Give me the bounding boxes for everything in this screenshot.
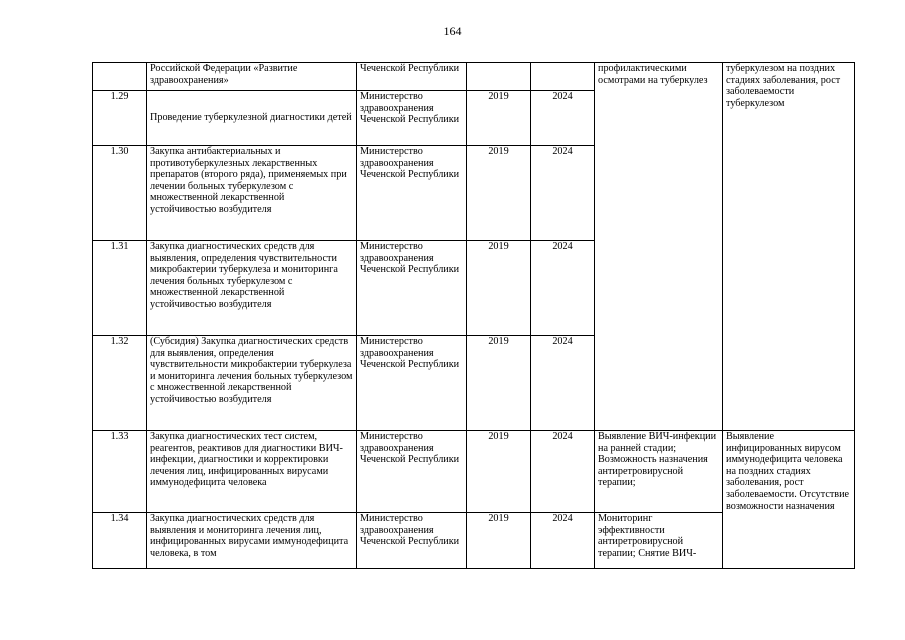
row-number: 1.30 bbox=[93, 146, 147, 241]
end-year: 2024 bbox=[531, 241, 595, 336]
end-year: 2024 bbox=[531, 91, 595, 146]
row-number bbox=[93, 63, 147, 91]
consequence-hiv: Выявление инфицированных вирусом иммунодефицита человека на поздних стадиях заболевания, рост заболеваемости. Отсутствие возможности назначения bbox=[723, 431, 855, 569]
measure-name: Закупка диагностических тест систем, реагентов, реактивов для диагностики ВИЧ-инфекции, диагностики и корректировки лечения лиц, инфицированных вирусами иммунодефицита человека bbox=[147, 431, 357, 513]
responsible-executor: Министерство здравоохранения Чеченской Республики bbox=[357, 91, 467, 146]
table-row bbox=[93, 63, 855, 91]
start-year: 2019 bbox=[467, 336, 531, 431]
expected-result-tb: профилактическими осмотрами на туберкулез bbox=[595, 63, 723, 431]
end-year: 2024 bbox=[531, 146, 595, 241]
start-year bbox=[467, 63, 531, 91]
responsible-executor: Чеченской Республики bbox=[357, 63, 467, 91]
start-year: 2019 bbox=[467, 513, 531, 569]
end-year: 2024 bbox=[531, 336, 595, 431]
row-number: 1.32 bbox=[93, 336, 147, 431]
row-number: 1.33 bbox=[93, 431, 147, 513]
measure-name: Закупка диагностических средств для выявления, определения чувствительности микробактерии туберкулеза и мониторинга лечения больных туберкулезом с множественной лекарственной устойчивостью возбудителя bbox=[147, 241, 357, 336]
page-number: 164 bbox=[443, 24, 462, 38]
measure-name: (Субсидия) Закупка диагностических средств для выявления, определения чувствительности микробактерии туберкулеза и мониторинга лечения больных туберкулезом с множественной лекарственной устойчивостью возбудителя bbox=[147, 336, 357, 431]
measure-name: Закупка диагностических средств для выявления и мониторинга лечения лиц, инфицированных вирусами иммунодефицита человека, в том bbox=[147, 513, 357, 569]
row-number: 1.34 bbox=[93, 513, 147, 569]
start-year: 2019 bbox=[467, 146, 531, 241]
table-row bbox=[93, 431, 855, 513]
measure-name: Закупка антибактериальных и противотуберкулезных лекарственных препаратов (второго ряда), применяемых при лечении больных туберкулезом с множественной лекарственной устойчивостью возбудителя bbox=[147, 146, 357, 241]
start-year: 2019 bbox=[467, 431, 531, 513]
measure-name: Российской Федерации «Развитие здравоохранения» bbox=[147, 63, 357, 91]
measure-name: Проведение туберкулезной диагностики детей bbox=[147, 91, 357, 146]
consequence-tb: туберкулезом на поздних стадиях заболевания, рост заболеваемости туберкулезом bbox=[723, 63, 855, 431]
end-year: 2024 bbox=[531, 513, 595, 569]
responsible-executor: Министерство здравоохранения Чеченской Республики bbox=[357, 513, 467, 569]
end-year bbox=[531, 63, 595, 91]
expected-result-hiv-monitoring: Мониторинг эффективности антиретровирусной терапии; Снятие ВИЧ- bbox=[595, 513, 723, 569]
start-year: 2019 bbox=[467, 241, 531, 336]
responsible-executor: Министерство здравоохранения Чеченской Республики bbox=[357, 431, 467, 513]
measures-table bbox=[92, 62, 855, 569]
responsible-executor: Министерство здравоохранения Чеченской Республики bbox=[357, 336, 467, 431]
responsible-executor: Министерство здравоохранения Чеченской Республики bbox=[357, 146, 467, 241]
row-number: 1.29 bbox=[93, 91, 147, 146]
responsible-executor: Министерство здравоохранения Чеченской Республики bbox=[357, 241, 467, 336]
expected-result-hiv: Выявление ВИЧ-инфекции на ранней стадии; Возможность назначения антиретровирусной терапии; bbox=[595, 431, 723, 513]
row-number: 1.31 bbox=[93, 241, 147, 336]
end-year: 2024 bbox=[531, 431, 595, 513]
start-year: 2019 bbox=[467, 91, 531, 146]
